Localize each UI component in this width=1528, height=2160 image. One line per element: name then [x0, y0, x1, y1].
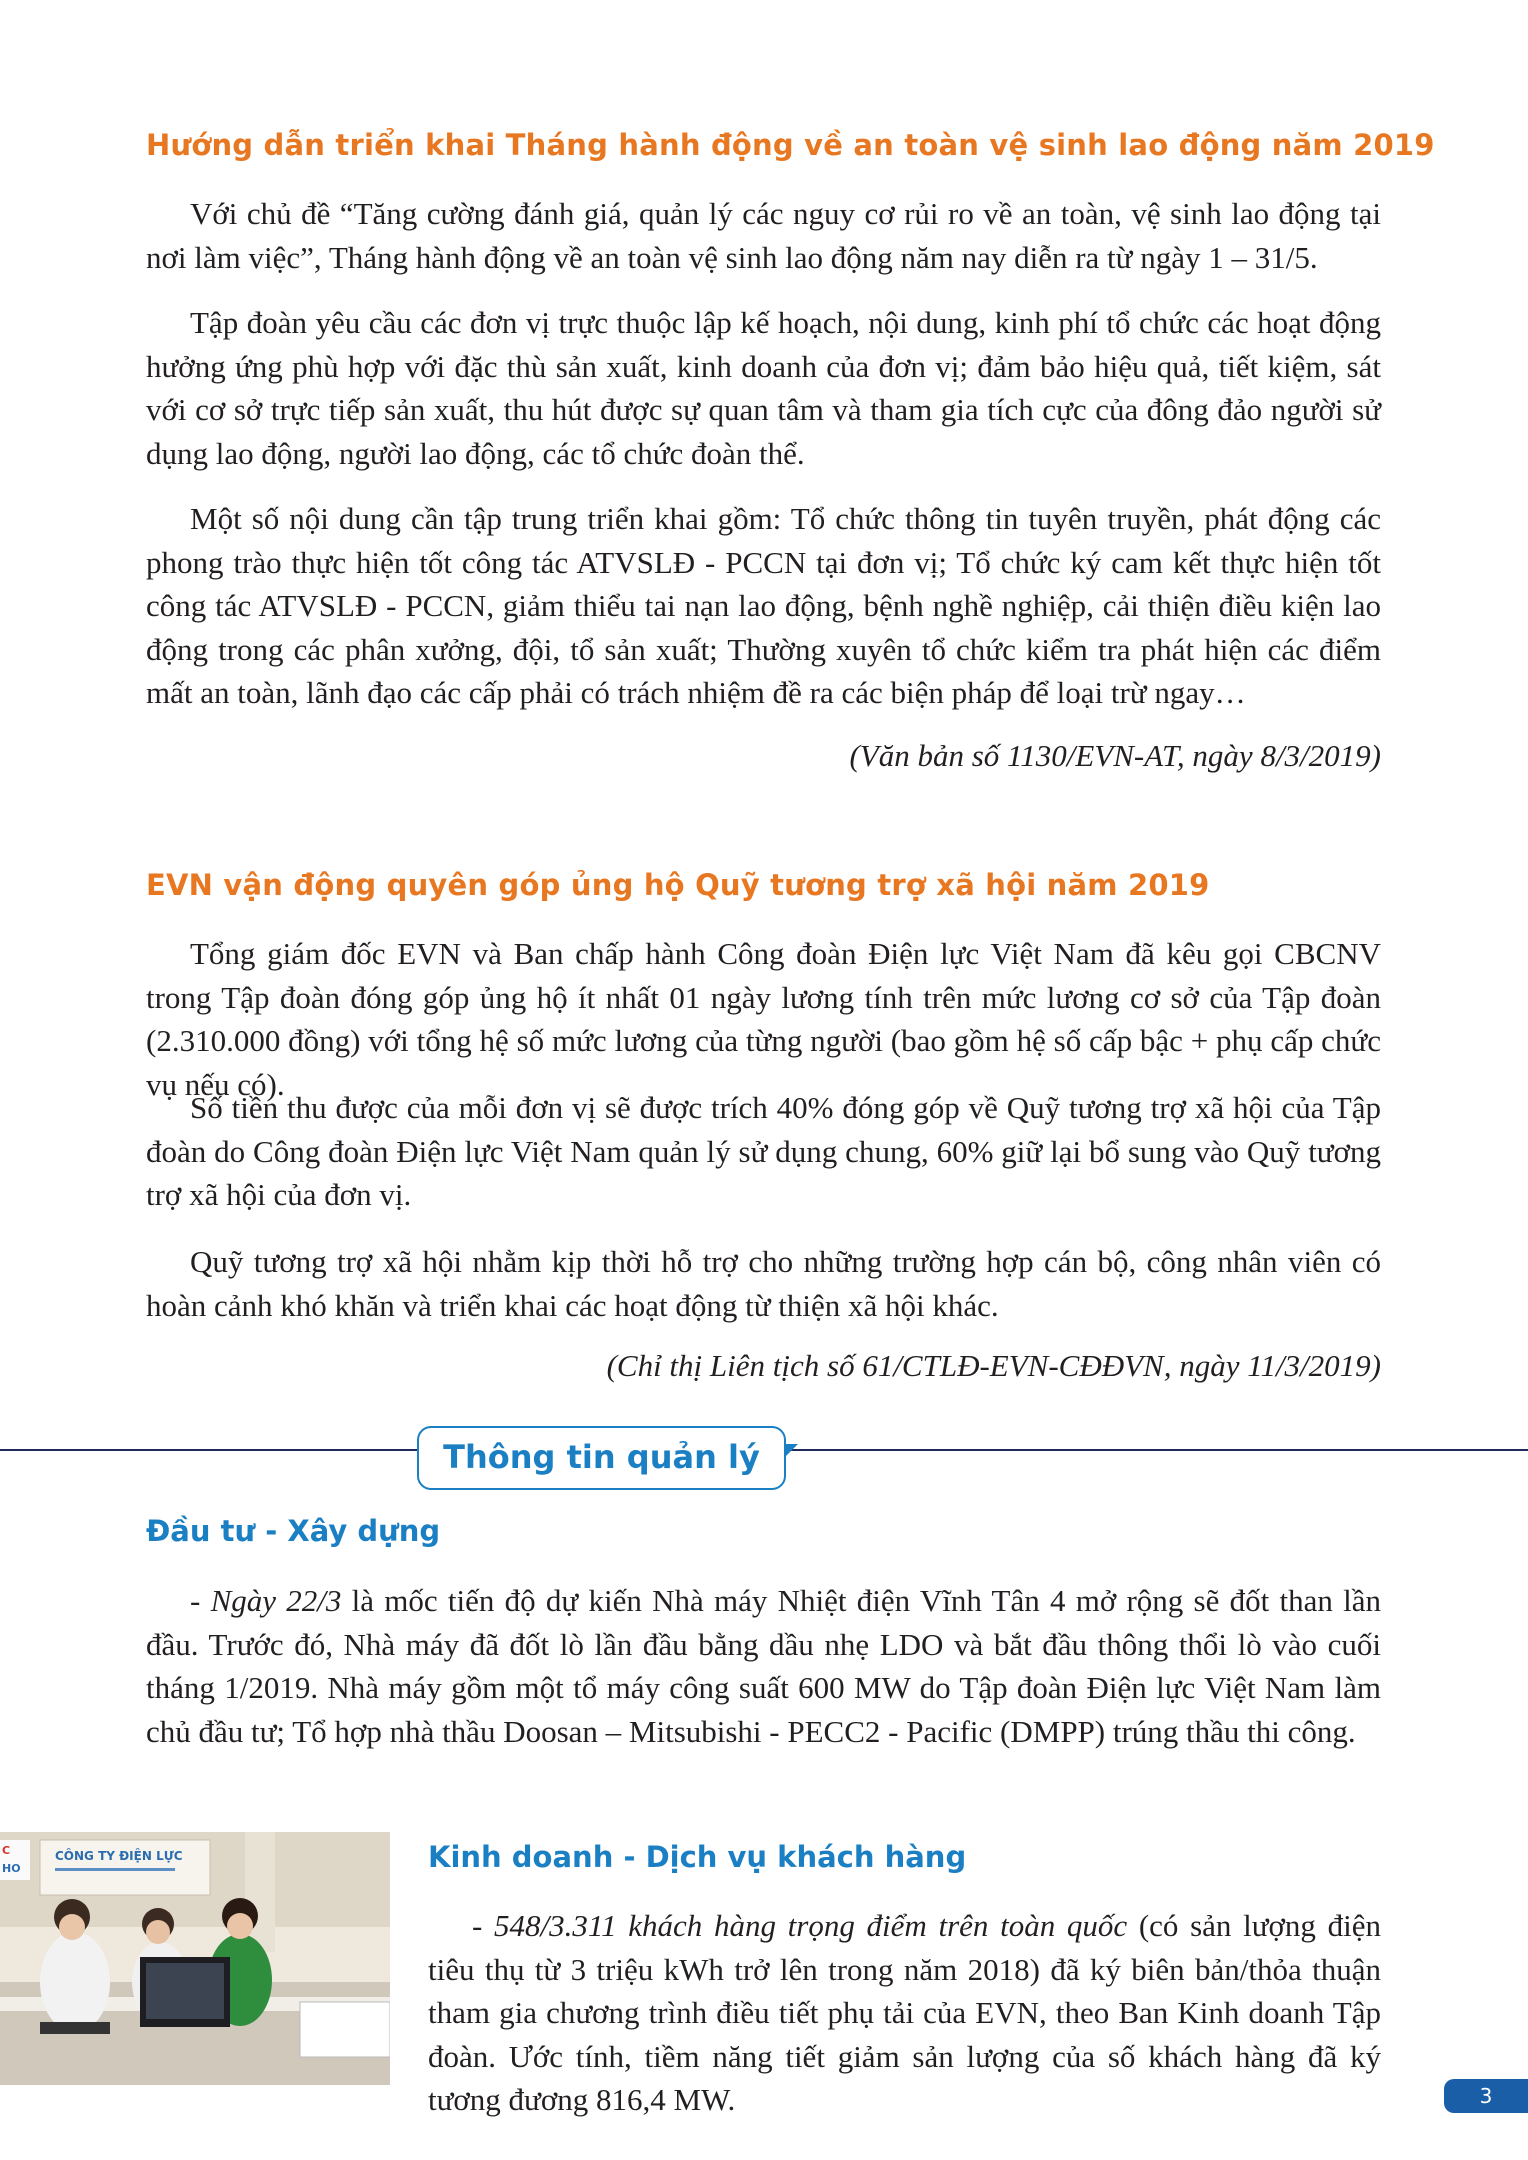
paragraph [146, 1579, 1381, 1753]
source-citation: (Chỉ thị Liên tịch số 61/CTLĐ-EVN-CĐĐVN, ngày 11/3/2019) [606, 1348, 1381, 1383]
source-citation: (Văn bản số 1130/EVN-AT, ngày 8/3/2019) [849, 738, 1381, 773]
lead-prefix: - [472, 1908, 495, 1943]
banner-label: Thông tin quản lý [443, 1438, 760, 1476]
section-title-safety-month: Hướng dẫn triển khai Tháng hành động về an toàn vệ sinh lao động năm 2019 [146, 128, 1435, 162]
lead-text: (có sản lượng điện tiêu thụ từ 3 triệu kWh trở lên trong năm 2018) đã ký biên bản/thỏa thuận tham gia chương trình điều tiết phụ tải của EVN, theo Ban Kinh doanh Tập đoàn. Ước tính, tiềm năng tiết giảm sản lượng của số khách hàng đã ký tương đương 816,4 MW. [428, 1908, 1381, 2117]
divider-line [0, 1449, 417, 1451]
page-number: 3 [1444, 2079, 1528, 2113]
paragraph: Tổng giám đốc EVN và Ban chấp hành Công đoàn Điện lực Việt Nam đã kêu gọi CBCNV trong Tập đoàn đóng góp ủng hộ ít nhất 01 ngày lương tính trên mức lương cơ sở của Tập đoàn (2.310.000 đồng) với tổng hệ số mức lương của từng người (bao gồm hệ số cấp bậc + phụ cấp chức vụ nếu có). [146, 936, 1381, 1102]
paragraph: Với chủ đề “Tăng cường đánh giá, quản lý các nguy cơ rủi ro về an toàn, vệ sinh lao động tại nơi làm việc”, Tháng hành động về an toàn vệ sinh lao động năm nay diễn ra từ ngày 1 – 31/5. [146, 196, 1381, 275]
svg-text:HO: HO [2, 1862, 21, 1875]
lead-text: là mốc tiến độ dự kiến Nhà máy Nhiệt điện Vĩnh Tân 4 mở rộng sẽ đốt than lần đầu. Trước đó, Nhà máy đã đốt lò lần đầu bằng dầu nhẹ LDO và bắt đầu thông thổi lò vào cuối tháng 1/2019. Nhà máy gồm một tổ máy công suất 600 MW do Tập đoàn Điện lực Việt Nam làm chủ đầu tư; Tổ hợp nhà thầu Doosan – Mitsubishi - PECC2 - Pacific (DMPP) trúng thầu thi công. [146, 1583, 1382, 1749]
lead-emphasis: 548/3.311 khách hàng trọng điểm trên toàn quốc [494, 1908, 1128, 1943]
section-title-investment: Đầu tư - Xây dựng [146, 1514, 441, 1548]
section-title-business: Kinh doanh - Dịch vụ khách hàng [428, 1840, 967, 1874]
svg-text:CÔNG TY ĐIỆN LỰC: CÔNG TY ĐIỆN LỰC [55, 1849, 183, 1863]
svg-text:C: C [2, 1844, 11, 1857]
office-photo [0, 1832, 390, 2085]
paragraph: Quỹ tương trợ xã hội nhằm kịp thời hỗ trợ cho những trường hợp cán bộ, công nhân viên có hoàn cảnh khó khăn và triển khai các hoạt động từ thiện xã hội khác. [146, 1244, 1381, 1323]
paragraph: Một số nội dung cần tập trung triển khai gồm: Tổ chức thông tin tuyên truyền, phát động các phong trào thực hiện tốt công tác ATVSLĐ - PCCN tại đơn vị; Tổ chức ký cam kết thực hiện tốt công tác ATVSLĐ - PCCN, giảm thiểu tai nạn lao động, bệnh nghề nghiệp, cải thiện điều kiện lao động trong các phân xưởng, đội, tổ sản xuất; Thường xuyên tổ chức kiểm tra phát hiện các điểm mất an toàn, lãnh đạo các cấp phải có trách nhiệm đề ra các biện pháp để loại trừ ngay… [146, 501, 1381, 710]
paragraph [428, 1904, 1381, 2122]
lead-prefix: - [190, 1583, 211, 1618]
banner-corner-icon [784, 1444, 798, 1458]
section-title-fund: EVN vận động quyên góp ủng hộ Quỹ tương trợ xã hội năm 2019 [146, 868, 1210, 902]
divider-line [786, 1449, 1528, 1451]
section-banner [417, 1426, 786, 1490]
lead-emphasis: Ngày 22/3 [210, 1583, 342, 1618]
paragraph: Số tiền thu được của mỗi đơn vị sẽ được trích 40% đóng góp về Quỹ tương trợ xã hội của Tập đoàn do Công đoàn Điện lực Việt Nam quản lý sử dụng chung, 60% giữ lại bổ sung vào Quỹ tương trợ xã hội của đơn vị. [146, 1090, 1381, 1212]
paragraph: Tập đoàn yêu cầu các đơn vị trực thuộc lập kế hoạch, nội dung, kinh phí tổ chức các hoạt động hưởng ứng phù hợp với đặc thù sản xuất, kinh doanh của đơn vị; đảm bảo hiệu quả, tiết kiệm, sát với cơ sở trực tiếp sản xuất, thu hút được sự quan tâm và tham gia tích cực của đông đảo người sử dụng lao động, người lao động, các tổ chức đoàn thể. [146, 305, 1381, 471]
